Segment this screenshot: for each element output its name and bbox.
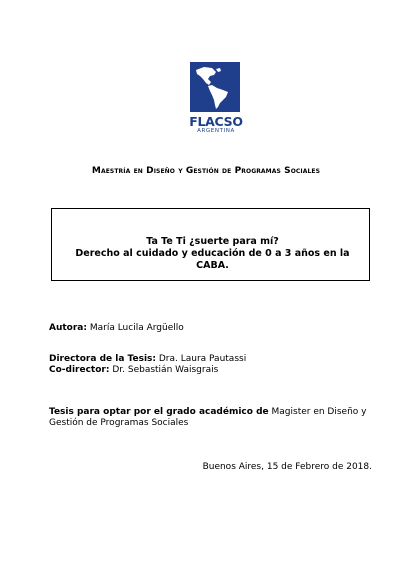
- director-label: Directora de la Tesis:: [49, 354, 156, 364]
- thesis-degree-name: Magister en Diseño y Gestión de Programas Sociales: [49, 407, 367, 428]
- thesis-title-line2: Derecho al cuidado y educación de 0 a 3 años en la CABA.: [75, 248, 350, 271]
- thesis-degree-line: [49, 407, 379, 429]
- thesis-degree-label: Tesis para optar por el grado académico de: [49, 407, 269, 417]
- thesis-title-line1: Ta Te Ti ¿suerte para mí?: [146, 236, 279, 247]
- logo-country: ARGENTINA: [197, 128, 235, 134]
- thesis-title-box: [51, 208, 370, 281]
- flacso-logo: [190, 62, 246, 136]
- codirector-name: Dr. Sebastián Waisgrais: [112, 365, 219, 375]
- thesis-title: [60, 236, 365, 272]
- author-line: [49, 323, 184, 334]
- americas-map-graphic: [190, 62, 240, 112]
- director-line: [49, 354, 246, 365]
- logo-wordmark: FLACSO: [189, 114, 243, 129]
- place-date: Buenos Aires, 15 de Febrero de 2018.: [202, 462, 372, 472]
- codirector-line: [49, 365, 218, 376]
- program-name: Maestría en Diseño y Gestión de Programas Sociales: [91, 166, 321, 176]
- codirector-label: Co-director:: [49, 365, 110, 375]
- author-name: María Lucila Argüello: [89, 323, 184, 333]
- director-name: Dra. Laura Pautassi: [158, 354, 247, 364]
- americas-map-icon: [190, 62, 240, 112]
- author-label: Autora:: [49, 323, 87, 333]
